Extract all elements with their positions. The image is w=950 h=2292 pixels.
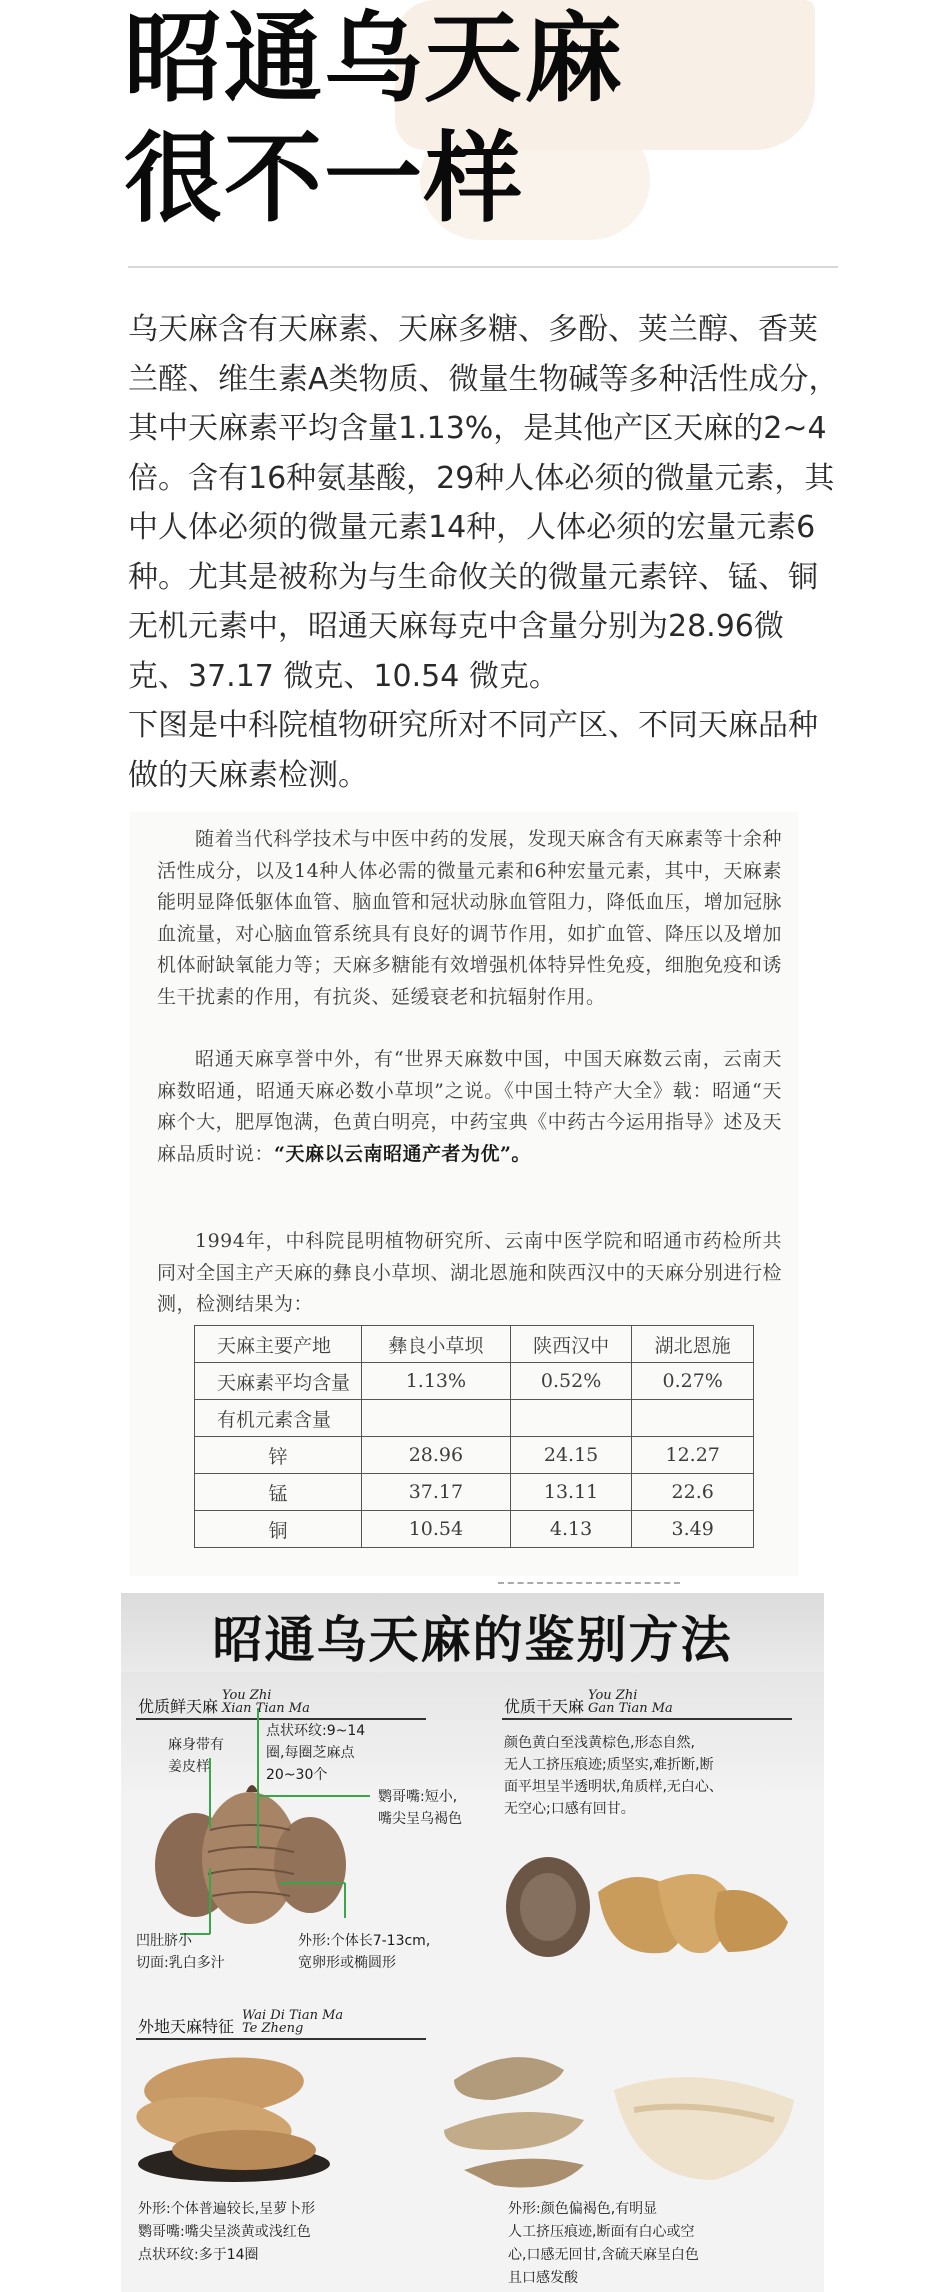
- table-header-cell: 湖北恩施: [632, 1326, 754, 1363]
- table-cell: 铜: [195, 1511, 362, 1548]
- infographic-title: 昭通乌天麻的鉴别方法: [212, 1611, 733, 1669]
- page-title-line2: 很不一样: [124, 122, 525, 236]
- table-cell: 锌: [195, 1437, 362, 1474]
- intro-paragraph-2: 下图是中科院植物研究所对不同产区、不同天麻品种做的天麻素检测。: [128, 708, 818, 793]
- scan-paragraph-2: [157, 1044, 782, 1170]
- outside-dried-caption: 外形:颜色偏褐色,有明显 人工挤压痕迹,断面有白心或空 心,口感无回甘,含硫天麻呈白色 且口感发酸: [508, 2201, 699, 2286]
- table-cell: 锰: [195, 1474, 362, 1511]
- table-cell: [632, 1400, 754, 1437]
- table-cell: 22.6: [632, 1474, 754, 1511]
- table-cell: 3.49: [632, 1511, 754, 1548]
- outside-pinyin-2: Te Zheng: [242, 2021, 304, 2036]
- table-cell: 10.54: [362, 1511, 511, 1548]
- fresh-pinyin-1: You Zhi: [222, 1688, 272, 1703]
- outside-tianma-label: 外地天麻特征: [138, 2017, 235, 2036]
- table-cell: 0.52%: [510, 1363, 632, 1400]
- header-divider: [128, 266, 838, 268]
- intro-paragraph-1: 乌天麻含有天麻素、天麻多糖、多酚、荚兰醇、香荚兰醛、维生素A类物质、微量生物碱等多种活性成分，其中天麻素平均含量1.13%，是其他产区天麻的2~4倍。含有16种氨基酸，29种人体必须的微量元素，其中人体必须的微量元素14种，人体必须的宏量元素6种。尤其是被称为与生命攸关的微量元素锌、锰、铜无机元素中，昭通天麻每克中含量分别为28.96微克、37.17 微克、10.54 微克。: [128, 312, 839, 694]
- table-cell: 12.27: [632, 1437, 754, 1474]
- table-cell: 1.13%: [362, 1363, 511, 1400]
- outside-dried-tianma-image: [434, 2050, 804, 2200]
- table-row: [195, 1474, 754, 1511]
- tianma-content-table: [194, 1325, 754, 1548]
- outside-label-rule: [136, 2038, 426, 2040]
- table-cell: 有机元素含量: [195, 1400, 362, 1437]
- table-cell: 4.13: [510, 1511, 632, 1548]
- scan-paragraph-1: 随着当代科学技术与中医中药的发展，发现天麻含有天麻素等十余种活性成分，以及14种人体必需的微量元素和6种宏量元素，其中，天麻素能明显降低躯体血管、脑血管和冠状动脉血管阻力，降低血压，增加冠脉血流量，对心脑血管系统具有良好的调节作用，如扩血管、降压以及增加机体耐缺氧能力等；天麻多糖能有效增强机体特异性免疫，细胞免疫和诱生干扰素的作用，有抗炎、延缓衰老和抗辐射作用。: [157, 828, 782, 1008]
- table-cell: [362, 1400, 511, 1437]
- table-cell: 28.96: [362, 1437, 511, 1474]
- table-row: [195, 1437, 754, 1474]
- table-header-cell: 彝良小草坝: [362, 1326, 511, 1363]
- anno-skin: 麻身带有 姜皮样: [168, 1737, 224, 1775]
- table-cell: 天麻素平均含量: [195, 1363, 362, 1400]
- dried-pinyin-1: You Zhi: [588, 1688, 638, 1703]
- table-cell: 0.27%: [632, 1363, 754, 1400]
- scan-dashed-line: [498, 1582, 680, 1584]
- outside-fresh-tianma-image: [134, 2046, 334, 2186]
- page-title-line1: 昭通乌天麻: [124, 2, 625, 116]
- anno-shape: 外形:个体长7-13cm, 宽卵形或椭圆形: [298, 1933, 431, 1971]
- dried-description: 颜色黄白至浅黄棕色,形态自然, 无人工挤压痕迹;质坚实,难折断,断 面平坦呈半透明状,角质样,无白心、 无空心;口感有回甘。: [504, 1735, 723, 1817]
- dried-tianma-image: [488, 1852, 808, 1962]
- table-header-row: [195, 1326, 754, 1363]
- dried-label-rule: [502, 1718, 792, 1720]
- table-row: [195, 1400, 754, 1437]
- anno-rings: 点状环纹:9~14 圈,每圈芝麻点 20~30个: [266, 1723, 366, 1783]
- table-header-cell: 天麻主要产地: [195, 1326, 362, 1363]
- table-row: [195, 1511, 754, 1548]
- fresh-pinyin-2: Xian Tian Ma: [222, 1701, 310, 1716]
- dried-tianma-label: 优质干天麻: [504, 1697, 585, 1716]
- dried-pinyin-2: Gan Tian Ma: [588, 1701, 673, 1716]
- outside-pinyin-1: Wai Di Tian Ma: [242, 2008, 344, 2023]
- fresh-tianma-label: 优质鲜天麻: [138, 1697, 219, 1716]
- outside-fresh-caption: 外形:个体普遍较长,呈萝卜形 鹦哥嘴:嘴尖呈淡黄或浅红色 点状环纹:多于14圈: [138, 2201, 316, 2263]
- table-row: [195, 1363, 754, 1400]
- table-cell: 37.17: [362, 1474, 511, 1511]
- anno-beak: 鹦哥嘴:短小, 嘴尖呈乌褐色: [378, 1789, 462, 1827]
- table-cell: 24.15: [510, 1437, 632, 1474]
- intro-text: [128, 305, 840, 800]
- scan-paragraph-3: 1994年，中科院昆明植物研究所、云南中医学院和昭通市药检所共同对全国主产天麻的彝良小草坝、湖北恩施和陕西汉中的天麻分别进行检测，检测结果为：: [157, 1230, 782, 1315]
- table-cell: [510, 1400, 632, 1437]
- scan-highlight-quote: “天麻以云南昭通产者为优”。: [274, 1142, 531, 1165]
- table-header-cell: 陕西汉中: [510, 1326, 632, 1363]
- table-cell: 13.11: [510, 1474, 632, 1511]
- anno-navel: 凹肚脐小 切面:乳白多汁: [136, 1933, 225, 1971]
- scan-paragraph-2-text: 昭通天麻享誉中外，有“世界天麻数中国，中国天麻数云南，云南天麻数昭通，昭通天麻必数小草坝”之说。《中国土特产大全》载：昭通“天麻个大，肥厚饱满，色黄白明亮，中药宝典《中药古今运用指导》述及天麻品质时说：: [157, 1048, 782, 1165]
